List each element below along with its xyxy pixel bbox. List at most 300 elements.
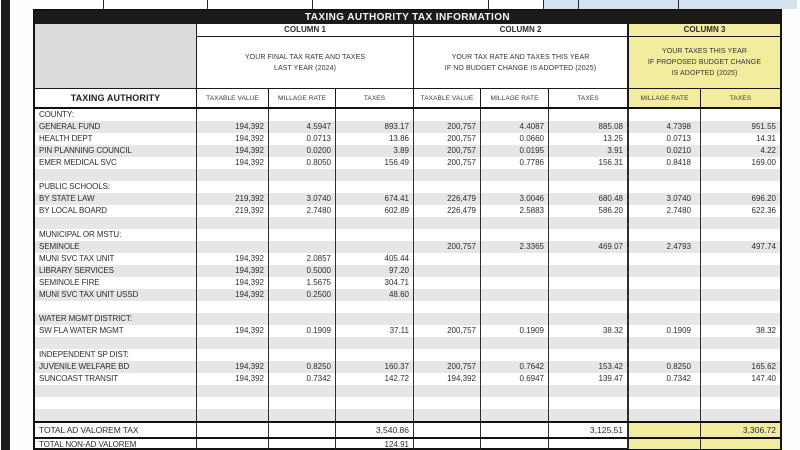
c2-millage-rate-cell — [480, 217, 548, 229]
c1-millage-rate-cell — [268, 337, 335, 349]
c2-taxable-value-cell — [413, 253, 480, 265]
c3-taxes-cell — [700, 289, 780, 301]
table-row — [35, 349, 780, 361]
c2-taxable-value-cell — [413, 265, 480, 277]
c3-taxes-cell — [700, 313, 780, 325]
c2-millage-rate-cell — [480, 169, 548, 181]
table-row — [35, 193, 780, 205]
c2-millage-rate-cell — [480, 423, 548, 437]
c3-taxes-cell — [700, 409, 780, 421]
authority-label: TOTAL NON-AD VALOREM — [39, 440, 137, 449]
c1-millage-rate-cell — [268, 229, 335, 241]
c2-taxable-value-cell — [413, 409, 480, 421]
spacer-row — [35, 337, 780, 349]
table-row — [35, 157, 780, 169]
authority-label: MUNI SVC TAX UNIT USSD — [39, 290, 139, 299]
table-row — [35, 205, 780, 217]
c2-millage-rate-cell — [480, 265, 548, 277]
c2-taxes-cell: 680.48 — [548, 193, 627, 205]
c1-taxes-cell: 156.49 — [335, 157, 413, 169]
c2-taxable-value-cell: 200,757 — [413, 361, 480, 373]
c3-millage-rate-cell — [627, 217, 700, 229]
table-row — [35, 181, 780, 193]
c2-taxes-cell — [548, 439, 627, 449]
c3-taxes-cell: 951.55 — [700, 121, 780, 133]
c1-taxable-value-cell — [196, 385, 268, 397]
c1-millage-rate-cell — [268, 217, 335, 229]
c1-taxable-value-cell — [196, 337, 268, 349]
c1-taxable-value-cell: 194,392 — [196, 253, 268, 265]
c2-taxes-cell: 885.08 — [548, 121, 627, 133]
c1-taxable-value-cell — [196, 313, 268, 325]
c2-taxable-value-cell: 200,757 — [413, 241, 480, 253]
c2-millage-rate-cell: 2.3365 — [480, 241, 548, 253]
c3-taxes-cell — [700, 217, 780, 229]
authority-label: GENERAL FUND — [39, 122, 101, 131]
c2-millage-rate-cell: 0.6947 — [480, 373, 548, 385]
c2-taxable-value-cell — [413, 349, 480, 361]
cropped-row-above — [33, 0, 797, 9]
c1-taxes-cell: 142.72 — [335, 373, 413, 385]
table-row — [35, 289, 780, 301]
c2-taxes-cell — [548, 349, 627, 361]
c1-taxes-cell: 160.37 — [335, 361, 413, 373]
c1-taxable-value-cell: 194,392 — [196, 277, 268, 289]
c3-millage-rate-cell — [627, 289, 700, 301]
c2-taxable-value-cell — [413, 169, 480, 181]
table-title: TAXING AUTHORITY TAX INFORMATION — [35, 11, 780, 24]
c1-taxes-cell — [335, 217, 413, 229]
c3-taxes-cell — [700, 265, 780, 277]
c1-taxes-cell: 3,540.86 — [335, 423, 413, 437]
c2-taxes-cell — [548, 253, 627, 265]
c1-taxable-value-cell — [196, 181, 268, 193]
c1-taxes-cell: 405.44 — [335, 253, 413, 265]
c1-taxes-cell — [335, 409, 413, 421]
authority-header-spacer — [35, 24, 196, 88]
authority-label: JUVENILE WELFARE BD — [39, 362, 130, 371]
table-row — [35, 229, 780, 241]
c1-millage-rate-cell: 3.0740 — [268, 193, 335, 205]
c1-millage-rate-header: MILLAGE RATE — [268, 89, 335, 107]
c2-millage-rate-cell — [480, 409, 548, 421]
table-row — [35, 133, 780, 145]
c2-taxes-cell — [548, 337, 627, 349]
authority-label — [35, 169, 196, 181]
c3-millage-rate-cell — [627, 313, 700, 325]
scan-edge-strip — [1, 0, 10, 450]
c2-taxes-cell — [548, 217, 627, 229]
authority-label — [35, 397, 196, 409]
total-non-ad-valorem-row — [35, 437, 780, 449]
column2-description-line: IF NO BUDGET CHANGE IS ADOPTED (2025) — [444, 64, 597, 72]
authority-label — [35, 301, 196, 313]
table-row — [35, 109, 780, 121]
c1-taxable-value-cell: 194,392 — [196, 361, 268, 373]
authority-label — [35, 217, 196, 229]
c3-millage-rate-cell: 0.0210 — [627, 145, 700, 157]
c2-taxable-value-cell: 200,757 — [413, 145, 480, 157]
c1-taxable-value-cell — [196, 349, 268, 361]
c1-millage-rate-cell: 4.5947 — [268, 121, 335, 133]
c2-taxable-value-cell — [413, 313, 480, 325]
c3-taxes-cell — [700, 397, 780, 409]
c2-taxable-value-cell — [413, 109, 480, 121]
column3-description-line: IF PROPOSED BUDGET CHANGE — [647, 59, 762, 66]
c1-taxes-cell — [335, 169, 413, 181]
c1-millage-rate-cell — [268, 301, 335, 313]
c3-taxes-cell: 169.00 — [700, 157, 780, 169]
c2-millage-rate-cell — [480, 109, 548, 121]
c3-taxes-cell — [700, 181, 780, 193]
c3-millage-rate-cell — [627, 439, 700, 449]
column1-description-line: YOUR FINAL TAX RATE AND TAXES — [244, 53, 366, 61]
c2-taxable-value-cell: 200,757 — [413, 133, 480, 145]
column3-description-line: YOUR TAXES THIS YEAR — [661, 48, 748, 55]
c2-taxable-value-cell — [413, 301, 480, 313]
c3-taxes-cell: 622.36 — [700, 205, 780, 217]
c2-taxable-value-cell: 226,479 — [413, 193, 480, 205]
c3-taxes-cell: 147.40 — [700, 373, 780, 385]
c2-taxes-cell — [548, 265, 627, 277]
c2-taxes-cell: 3,125.51 — [548, 423, 627, 437]
authority-label: COUNTY: — [39, 110, 74, 119]
c1-millage-rate-cell — [268, 349, 335, 361]
c1-taxable-value-cell: 194,392 — [196, 325, 268, 337]
c2-millage-rate-cell: 0.0195 — [480, 145, 548, 157]
c2-taxable-value-cell — [413, 229, 480, 241]
c2-millage-rate-cell: 0.7642 — [480, 361, 548, 373]
c2-taxable-value-cell — [413, 277, 480, 289]
c2-millage-rate-cell — [480, 289, 548, 301]
c1-taxable-value-cell: 194,392 — [196, 145, 268, 157]
c2-taxes-cell: 469.07 — [548, 241, 627, 253]
c2-taxable-value-cell — [413, 337, 480, 349]
c3-taxes-header: TAXES — [700, 89, 780, 107]
c2-taxes-cell — [548, 229, 627, 241]
c2-taxes-cell — [548, 409, 627, 421]
c1-taxable-value-cell — [196, 217, 268, 229]
c2-millage-rate-cell: 3.0046 — [480, 193, 548, 205]
c3-millage-rate-cell — [627, 229, 700, 241]
c2-taxes-cell — [548, 385, 627, 397]
c2-millage-rate-cell: 4.4087 — [480, 121, 548, 133]
cropped-row-blue-cells — [543, 0, 797, 9]
authority-label — [35, 385, 196, 397]
c1-taxes-cell — [335, 349, 413, 361]
c1-millage-rate-cell — [268, 439, 335, 449]
authority-label: INDEPENDENT SP DIST: — [39, 350, 129, 359]
column3-description-line: IS ADOPTED (2025) — [671, 70, 738, 77]
c2-millage-rate-cell — [480, 349, 548, 361]
c3-taxes-cell — [700, 301, 780, 313]
c1-millage-rate-cell: 0.2500 — [268, 289, 335, 301]
c2-millage-rate-cell: 0.0660 — [480, 133, 548, 145]
c2-millage-rate-header: MILLAGE RATE — [480, 89, 548, 107]
c1-taxes-cell: 3.89 — [335, 145, 413, 157]
taxing-authority-table — [33, 9, 782, 450]
table-header — [35, 24, 780, 89]
spacer-row — [35, 397, 780, 409]
c2-taxable-value-cell — [413, 385, 480, 397]
table-row — [35, 145, 780, 157]
c2-millage-rate-cell — [480, 229, 548, 241]
table-row — [35, 277, 780, 289]
c2-millage-rate-cell — [480, 301, 548, 313]
c1-taxable-value-cell: 194,392 — [196, 373, 268, 385]
c2-taxes-cell — [548, 109, 627, 121]
authority-label — [35, 337, 196, 349]
c3-taxes-cell — [700, 229, 780, 241]
c3-millage-rate-cell: 4.7398 — [627, 121, 700, 133]
authority-label: SW FLA WATER MGMT — [39, 326, 124, 335]
c3-millage-rate-cell: 0.7342 — [627, 373, 700, 385]
c3-millage-rate-cell: 2.4793 — [627, 241, 700, 253]
c3-millage-rate-cell — [627, 253, 700, 265]
c1-taxable-value-cell: 219,392 — [196, 205, 268, 217]
c2-millage-rate-cell — [480, 439, 548, 449]
column3-description — [627, 37, 780, 88]
c3-taxes-cell — [700, 109, 780, 121]
c1-taxes-cell: 48.60 — [335, 289, 413, 301]
c2-taxable-value-cell — [413, 217, 480, 229]
table-row — [35, 325, 780, 337]
c1-millage-rate-cell — [268, 109, 335, 121]
c1-millage-rate-cell: 0.7342 — [268, 373, 335, 385]
c3-taxes-cell — [700, 169, 780, 181]
c1-taxes-cell: 893.17 — [335, 121, 413, 133]
spacer-row — [35, 169, 780, 181]
c2-taxable-value-cell — [413, 439, 480, 449]
c1-millage-rate-cell — [268, 423, 335, 437]
table-row — [35, 253, 780, 265]
c2-taxable-value-cell — [413, 423, 480, 437]
c3-millage-rate-cell — [627, 409, 700, 421]
c1-millage-rate-cell: 0.0713 — [268, 133, 335, 145]
c1-taxes-cell: 97.20 — [335, 265, 413, 277]
c1-taxes-cell: 304.71 — [335, 277, 413, 289]
c2-taxable-value-cell — [413, 397, 480, 409]
c3-taxes-cell — [700, 439, 780, 449]
c1-taxable-value-cell: 194,392 — [196, 121, 268, 133]
c1-millage-rate-cell: 0.8250 — [268, 361, 335, 373]
c3-millage-rate-cell — [627, 301, 700, 313]
c2-taxable-value-cell: 226,479 — [413, 205, 480, 217]
c2-taxable-value-cell: 200,757 — [413, 325, 480, 337]
authority-label: WATER MGMT DISTRICT: — [39, 314, 132, 323]
c2-taxes-cell: 13.25 — [548, 133, 627, 145]
table-row — [35, 241, 780, 253]
c3-millage-rate-cell — [627, 349, 700, 361]
table-row — [35, 361, 780, 373]
c3-millage-rate-cell: 0.0713 — [627, 133, 700, 145]
spacer-row — [35, 301, 780, 313]
c1-taxes-cell — [335, 181, 413, 193]
c1-millage-rate-cell: 1.5675 — [268, 277, 335, 289]
c2-millage-rate-cell: 0.7786 — [480, 157, 548, 169]
c3-taxes-cell — [700, 385, 780, 397]
c1-millage-rate-cell — [268, 169, 335, 181]
c1-taxable-value-cell — [196, 229, 268, 241]
table-row — [35, 373, 780, 385]
c3-millage-rate-cell: 0.8418 — [627, 157, 700, 169]
c1-taxes-header: TAXES — [335, 89, 413, 107]
c1-taxes-cell — [335, 337, 413, 349]
c3-taxes-cell: 165.62 — [700, 361, 780, 373]
c3-millage-rate-cell — [627, 181, 700, 193]
spacer-row — [35, 409, 780, 421]
c1-taxable-value-cell: 219,392 — [196, 193, 268, 205]
c1-taxable-value-cell: 194,392 — [196, 133, 268, 145]
c2-millage-rate-cell — [480, 385, 548, 397]
c3-millage-rate-cell — [627, 397, 700, 409]
c1-taxable-value-cell — [196, 301, 268, 313]
c1-millage-rate-cell: 2.0857 — [268, 253, 335, 265]
authority-label: MUNI SVC TAX UNIT — [39, 254, 115, 263]
c3-millage-rate-header: MILLAGE RATE — [627, 89, 700, 107]
c1-taxable-value-cell — [196, 439, 268, 449]
c1-taxable-value-cell — [196, 241, 268, 253]
c2-taxes-cell: 586.20 — [548, 205, 627, 217]
c2-millage-rate-cell — [480, 277, 548, 289]
table-body — [35, 109, 780, 421]
c3-millage-rate-cell — [627, 423, 700, 437]
c2-taxable-value-header: TAXABLE VALUE — [413, 89, 480, 107]
c2-taxes-cell: 139.47 — [548, 373, 627, 385]
c1-taxes-cell — [335, 229, 413, 241]
c2-taxable-value-cell — [413, 289, 480, 301]
spacer-row — [35, 385, 780, 397]
c1-taxes-cell: 37.11 — [335, 325, 413, 337]
table-totals — [35, 421, 780, 449]
c3-taxes-cell — [700, 277, 780, 289]
authority-label: EMER MEDICAL SVC — [39, 158, 117, 167]
c3-millage-rate-cell — [627, 277, 700, 289]
c2-taxable-value-cell — [413, 181, 480, 193]
c3-millage-rate-cell — [627, 265, 700, 277]
c1-millage-rate-cell — [268, 241, 335, 253]
authority-label: BY LOCAL BOARD — [39, 206, 107, 215]
c3-taxes-cell: 497.74 — [700, 241, 780, 253]
c2-taxable-value-cell: 200,757 — [413, 121, 480, 133]
c1-taxable-value-cell — [196, 109, 268, 121]
c1-taxes-cell — [335, 313, 413, 325]
table-row — [35, 265, 780, 277]
c3-millage-rate-cell: 0.1909 — [627, 325, 700, 337]
column1-description — [196, 37, 413, 88]
c1-taxable-value-cell — [196, 409, 268, 421]
authority-label: SEMINOLE FIRE — [39, 278, 100, 287]
c1-taxes-cell — [335, 109, 413, 121]
column3-header: COLUMN 3 — [627, 24, 780, 37]
c2-taxes-cell — [548, 277, 627, 289]
c2-taxes-cell — [548, 397, 627, 409]
c1-taxable-value-cell: 194,392 — [196, 265, 268, 277]
c3-taxes-cell: 14.31 — [700, 133, 780, 145]
c1-taxable-value-cell — [196, 397, 268, 409]
column2-header: COLUMN 2 — [413, 24, 627, 37]
authority-label: TOTAL AD VALOREM TAX — [39, 425, 139, 435]
c1-millage-rate-cell: 2.7480 — [268, 205, 335, 217]
authority-label: LIBRARY SERVICES — [39, 266, 114, 275]
c3-taxes-cell: 696.20 — [700, 193, 780, 205]
table-row — [35, 313, 780, 325]
authority-label: SEMINOLE — [39, 242, 80, 251]
c1-millage-rate-cell — [268, 397, 335, 409]
c1-taxes-cell — [335, 397, 413, 409]
c1-millage-rate-cell — [268, 409, 335, 421]
c3-taxes-cell — [700, 337, 780, 349]
c3-taxes-cell: 4.22 — [700, 145, 780, 157]
c1-taxable-value-cell: 194,392 — [196, 157, 268, 169]
c2-millage-rate-cell — [480, 397, 548, 409]
c1-taxable-value-cell — [196, 423, 268, 437]
spacer-row — [35, 217, 780, 229]
c1-taxes-cell: 674.41 — [335, 193, 413, 205]
authority-label — [35, 409, 196, 421]
c2-taxes-cell — [548, 181, 627, 193]
authority-label: HEALTH DEPT — [39, 134, 93, 143]
c1-taxes-cell — [335, 385, 413, 397]
c2-millage-rate-cell — [480, 181, 548, 193]
c2-millage-rate-cell — [480, 337, 548, 349]
c1-taxable-value-cell: 194,392 — [196, 289, 268, 301]
c2-millage-rate-cell: 0.1909 — [480, 325, 548, 337]
c2-millage-rate-cell: 2.5883 — [480, 205, 548, 217]
c1-millage-rate-cell — [268, 181, 335, 193]
c1-millage-rate-cell — [268, 313, 335, 325]
c2-taxes-cell: 3.91 — [548, 145, 627, 157]
c1-taxable-value-header: TAXABLE VALUE — [196, 89, 268, 107]
total-ad-valorem-row — [35, 421, 780, 437]
c2-taxes-cell: 153.42 — [548, 361, 627, 373]
authority-label: PUBLIC SCHOOLS: — [39, 182, 110, 191]
authority-label: BY STATE LAW — [39, 194, 95, 203]
c3-taxes-cell: 3,306.72 — [700, 423, 780, 437]
c1-millage-rate-cell: 0.0200 — [268, 145, 335, 157]
c1-taxes-cell — [335, 301, 413, 313]
c2-millage-rate-cell — [480, 253, 548, 265]
c2-taxes-cell: 156.31 — [548, 157, 627, 169]
c3-taxes-cell — [700, 349, 780, 361]
c2-taxes-cell: 38.32 — [548, 325, 627, 337]
c3-millage-rate-cell — [627, 337, 700, 349]
c3-millage-rate-cell — [627, 109, 700, 121]
column2-description — [413, 37, 627, 88]
c3-millage-rate-cell: 3.0740 — [627, 193, 700, 205]
authority-label: MUNICIPAL OR MSTU: — [39, 230, 122, 239]
c3-millage-rate-cell — [627, 169, 700, 181]
c3-taxes-cell: 38.32 — [700, 325, 780, 337]
column1-description-line: LAST YEAR (2024) — [273, 64, 337, 72]
c2-taxable-value-cell: 194,392 — [413, 373, 480, 385]
authority-label: SUNCOAST TRANSIT — [39, 374, 119, 383]
c1-millage-rate-cell — [268, 385, 335, 397]
table-row — [35, 121, 780, 133]
c1-taxes-cell: 124.91 — [335, 439, 413, 449]
c3-millage-rate-cell: 2.7480 — [627, 205, 700, 217]
subheader-row — [35, 89, 780, 109]
c3-taxes-cell — [700, 253, 780, 265]
column2-description-line: YOUR TAX RATE AND TAXES THIS YEAR — [451, 53, 590, 61]
c1-millage-rate-cell: 0.1909 — [268, 325, 335, 337]
authority-label: PIN PLANNING COUNCIL — [39, 146, 132, 155]
c2-taxes-cell — [548, 169, 627, 181]
c3-millage-rate-cell — [627, 385, 700, 397]
c2-millage-rate-cell — [480, 313, 548, 325]
c2-taxes-cell — [548, 289, 627, 301]
c3-millage-rate-cell: 0.8250 — [627, 361, 700, 373]
